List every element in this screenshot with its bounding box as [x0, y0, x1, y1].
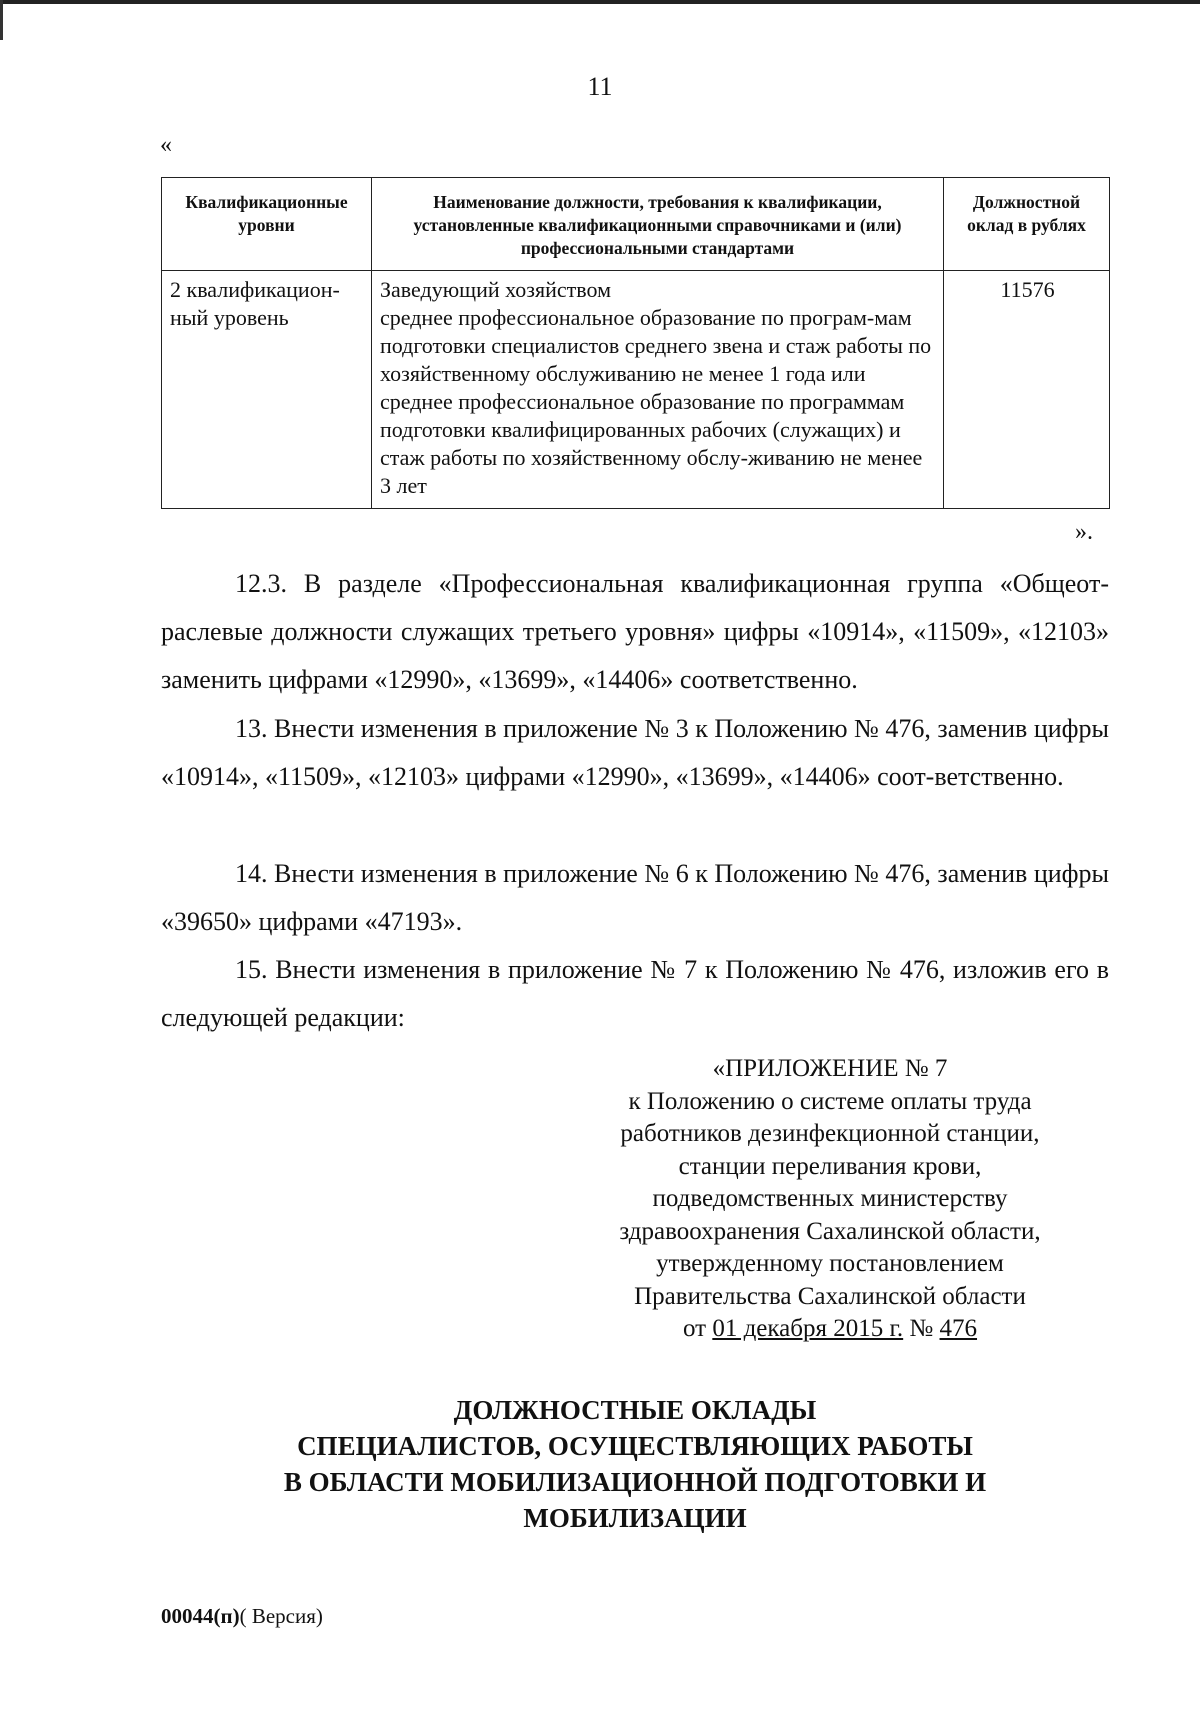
appendix-line: работников дезинфекционной станции,: [620, 1120, 1040, 1147]
paragraph-12-3: 12.3. В разделе «Профессиональная квалификационная группа «Общеот-раслевые должности служащих третьего уровня» цифры «10914», «11509», «12103» заменить цифрами «12990», «13699», «14406» соответственно.: [161, 569, 1109, 694]
qualification-table: [161, 177, 1110, 509]
resolution-date: 01 декабря 2015 г.: [712, 1315, 904, 1342]
cell-salary: 11576: [944, 271, 1110, 509]
resolution-number: 476: [939, 1315, 978, 1342]
page-number: 11: [587, 72, 613, 101]
table-header-row: [162, 178, 1110, 271]
document-footer: [161, 1604, 323, 1629]
paragraph-15: 15. Внести изменения в приложение № 7 к Положению № 476, изложив его в следующей редакции:: [161, 955, 1109, 1032]
appendix-line: к Положению о системе оплаты труда: [628, 1087, 1032, 1115]
position-title: Заведующий хозяйством: [380, 277, 611, 302]
position-requirements: среднее профессиональное образование по програм-мам подготовки специалистов среднего звена и стаж работы по хозяйственному обслуживанию не менее 1 года или среднее профессиональное образование по программам подготовки квалифицированных рабочих (служащих) и стаж работы по хозяйственному обслу-живанию не менее 3 лет: [380, 305, 932, 498]
scan-top-edge: [0, 0, 1200, 4]
heading-line: ДОЛЖНОСТНЫЕ ОКЛАДЫ: [453, 1395, 817, 1425]
header-levels: Квалификационные уровни: [162, 178, 372, 271]
cell-level: 2 квалификацион-ный уровень: [162, 271, 372, 509]
header-salary: Должностной оклад в рублях: [944, 178, 1110, 271]
closing-quote: ».: [1075, 519, 1093, 545]
opening-quote: «: [160, 132, 172, 158]
paragraph-14: 14. Внести изменения в приложение № 6 к Положению № 476, заменив цифры «39650» цифрами «47193».: [161, 859, 1109, 936]
section-heading: [161, 1392, 1109, 1536]
document-version: ( Версия): [239, 1604, 323, 1628]
appendix-line: утвержденному постановлением: [656, 1250, 1004, 1277]
scan-left-edge: [0, 0, 3, 40]
appendix-title: «ПРИЛОЖЕНИЕ № 7: [712, 1055, 948, 1082]
heading-line: СПЕЦИАЛИСТОВ, ОСУЩЕСТВЛЯЮЩИХ РАБОТЫ: [297, 1431, 973, 1461]
appendix-header: [560, 1053, 1100, 1346]
date-prefix: от: [682, 1315, 707, 1342]
cell-position: [372, 271, 944, 509]
appendix-date-line: [560, 1313, 1100, 1346]
appendix-line: станции переливания крови,: [678, 1152, 982, 1180]
paragraph-13: 13. Внести изменения в приложение № 3 к Положению № 476, заменив цифры «10914», «11509», «12103» цифрами «12990», «13699», «14406» соот-ветственно.: [161, 714, 1109, 791]
appendix-line: здравоохранения Сахалинской области,: [619, 1217, 1041, 1245]
number-prefix: №: [909, 1315, 934, 1342]
appendix-line: Правительства Сахалинской области: [634, 1282, 1026, 1310]
table-row: [162, 271, 1110, 509]
document-code: 00044(п): [161, 1604, 240, 1628]
heading-line: МОБИЛИЗАЦИИ: [523, 1503, 747, 1533]
header-position: Наименование должности, требования к квалификации, установленные квалификационными справочниками и (или) профессиональными стандартами: [372, 178, 944, 271]
appendix-line: подведомственных министерству: [652, 1185, 1008, 1212]
heading-line: В ОБЛАСТИ МОБИЛИЗАЦИОННОЙ ПОДГОТОВКИ И: [283, 1467, 987, 1497]
